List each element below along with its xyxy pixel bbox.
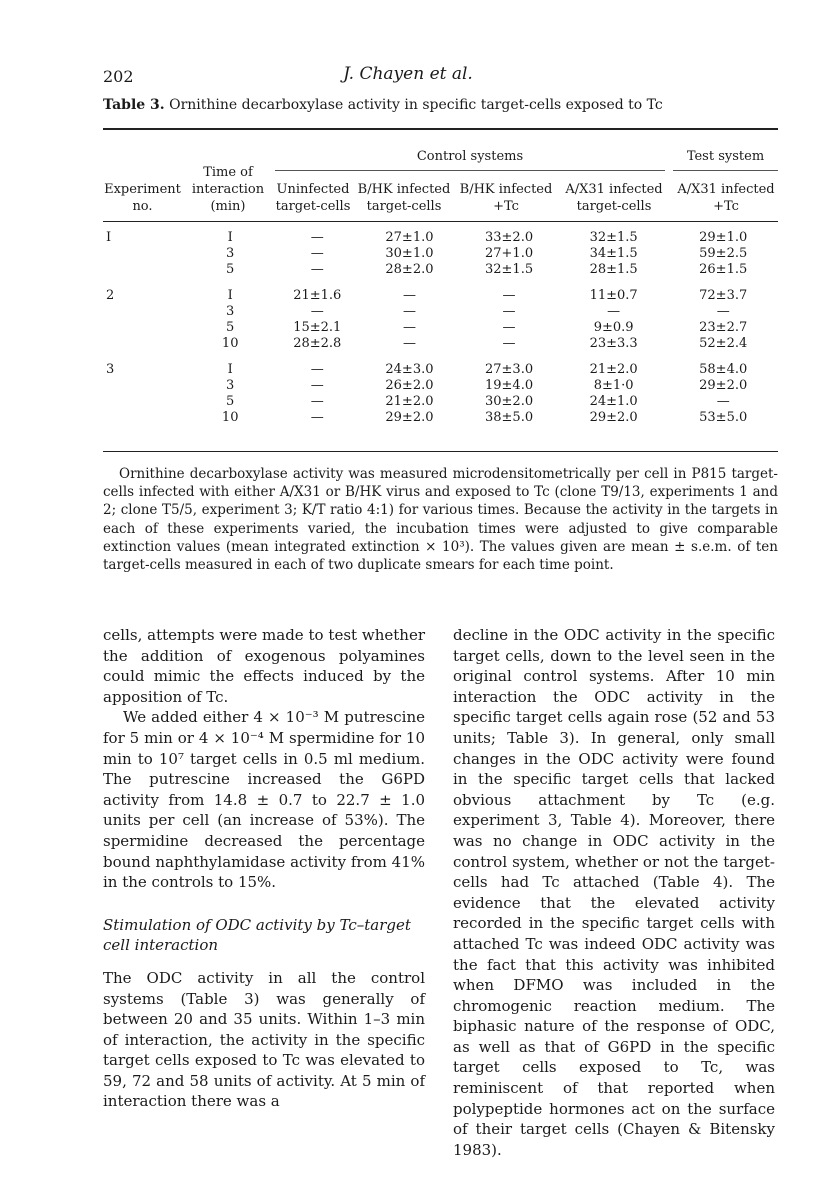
- table-cell: 27±1.0: [385, 230, 434, 245]
- table-cell: 15±2.1: [293, 320, 342, 335]
- table-cell: 5: [226, 262, 235, 277]
- table-cell: 10: [221, 410, 239, 425]
- col-header-uninfected: Uninfected target-cells: [275, 182, 351, 214]
- table-row: [103, 410, 778, 426]
- table-row: [103, 336, 778, 352]
- table-row: [103, 320, 778, 336]
- table-row: [103, 362, 778, 378]
- table-cell: I: [227, 362, 233, 377]
- table-cell: —: [310, 394, 324, 409]
- table-cell: —: [716, 304, 730, 319]
- table-cell: —: [402, 304, 416, 319]
- page-number: 202: [103, 67, 134, 86]
- table-cell: 21±2.0: [589, 362, 638, 377]
- col-header-ax31-tc: A/X31 infected +Tc: [677, 182, 775, 214]
- table-cell: 23±2.7: [699, 320, 748, 335]
- table-cell: —: [310, 246, 324, 261]
- table-cell: 24±1.0: [589, 394, 638, 409]
- table-cell: 30±1.0: [385, 246, 434, 261]
- table-cell: 5: [226, 394, 235, 409]
- table-cell: 32±1.5: [485, 262, 534, 277]
- table-cell: —: [310, 262, 324, 277]
- table-cell: I: [227, 288, 233, 303]
- table-cell: 3: [106, 362, 115, 377]
- table-cell: 26±2.0: [385, 378, 434, 393]
- table-cell: 19±4.0: [485, 378, 534, 393]
- control-group-rule: [275, 170, 665, 171]
- table-top-rule: [103, 128, 778, 130]
- table-caption-label: Table 3.: [103, 97, 165, 113]
- table-cell: —: [502, 304, 516, 319]
- table-footnote: Ornithine decarboxylase activity was measured microdensitometrically per cell in P815 target-cells infected with either A/X31 or B/HK virus and exposed to Tc (clone T9/13, experiments 1 and 2; clone T5/5, experiment 3; K/T ratio 4:1) for various times. Because the activity in the targets in each of these experiments varied, the incubation times were adjusted to give comparable extinction values (mean integrated extinction × 10³). The values given are mean ± s.e.m. of ten target-cells measured in each of two duplicate smears for each time point.: [103, 466, 778, 574]
- left-column: [103, 625, 425, 1112]
- table-row: [103, 230, 778, 246]
- group-header-control: Control systems: [416, 149, 524, 164]
- right-paragraph-1: decline in the ODC activity in the specific target cells, down to the level seen in the original control systems. After 10 min interaction the ODC activity in the specific target cells again rose (52 and 53 units; Table 3). In general, only small changes in the ODC activity were found in the specific target cells that lacked obvious attachment by Tc (e.g. experiment 3, Table 4). Moreover, there was no change in ODC activity in the control system, whether or not the target-cells had Tc attached (Table 4). The evidence that the elevated activity recorded in the specific target cells with attached Tc was indeed ODC activity was the fact that this activity was inhibited when DFMO was included in the chromogenic reaction medium. The biphasic nature of the response of ODC, as well as that of G6PD in the specific target cells exposed to Tc, was reminiscent of that reported when polypeptide hormones act on the surface of their target cells (Chayen & Bitensky 1983).: [453, 626, 775, 1159]
- table-row: [103, 288, 778, 304]
- table-cell: —: [402, 320, 416, 335]
- group-header-test: Test system: [686, 149, 765, 164]
- left-paragraph-1: cells, attempts were made to test whether the addition of exogenous polyamines could mimic the effects induced by the apposition of Tc.: [103, 626, 425, 706]
- table-cell: 3: [226, 378, 235, 393]
- table-cell: 21±1.6: [293, 288, 342, 303]
- table-cell: 59±2.5: [699, 246, 748, 261]
- col-header-experiment: Experiment no.: [104, 182, 181, 214]
- table-cell: 72±3.7: [699, 288, 748, 303]
- table-cell: 3: [226, 304, 235, 319]
- table-cell: 2: [106, 288, 115, 303]
- table-cell: 53±5.0: [699, 410, 748, 425]
- left-paragraph-3: The ODC activity in all the control systems (Table 3) was generally of between 20 and 35 units. Within 1–3 min of interaction, the activity in the specific target cells exposed to Tc was elevated to 59, 72 and 58 units of activity. At 5 min of interaction there was a: [103, 968, 425, 1111]
- table-cell: —: [310, 378, 324, 393]
- table-row: [103, 246, 778, 262]
- table-cell: I: [227, 230, 233, 245]
- table-cell: —: [402, 288, 416, 303]
- table-cell: 30±2.0: [485, 394, 534, 409]
- table-cell: 34±1.5: [589, 246, 638, 261]
- col-header-time: Time of interaction (min): [191, 165, 265, 214]
- table-cell: 28±1.5: [589, 262, 638, 277]
- table-cell: 32±1.5: [589, 230, 638, 245]
- section-subheading: Stimulation of ODC activity by Tc–target cell interaction: [103, 915, 411, 955]
- odc-table: [103, 230, 778, 426]
- table-cell: —: [716, 394, 730, 409]
- left-paragraph-2: We added either 4 × 10⁻³ M putrescine for 5 min or 4 × 10⁻⁴ M spermidine for 10 min to 10⁷ target cells in 0.5 ml medium. The putrescine increased the G6PD activity from 14.8 ± 0.7 to 22.7 ± 1.0 units per cell (an increase of 53%). The spermidine decreased the percentage bound naphthylamidase activity from 41% in the controls to 15%.: [103, 708, 425, 892]
- table-cell: 52±2.4: [699, 336, 748, 351]
- col-header-ax31: A/X31 infected target-cells: [565, 182, 663, 214]
- table-cell: —: [502, 336, 516, 351]
- table-cell: 29±2.0: [699, 378, 748, 393]
- table-cell: 26±1.5: [699, 262, 748, 277]
- table-row: [103, 304, 778, 320]
- table-cell: 28±2.8: [293, 336, 342, 351]
- table-row: [103, 378, 778, 394]
- table-cell: [103, 320, 185, 336]
- table-cell: 10: [221, 336, 239, 351]
- table-cell: —: [310, 410, 324, 425]
- table-cell: —: [310, 304, 324, 319]
- table-cell: 5: [226, 320, 235, 335]
- table-header-rule: [103, 221, 778, 222]
- table-cell: 28±2.0: [385, 262, 434, 277]
- table-cell: 58±4.0: [699, 362, 748, 377]
- table-cell: —: [310, 230, 324, 245]
- table-cell: 3: [226, 246, 235, 261]
- group-spacer: [103, 278, 778, 288]
- table-cell: [103, 246, 185, 262]
- table-cell: 29±1.0: [699, 230, 748, 245]
- table-bottom-rule: [103, 451, 778, 452]
- running-head: J. Chayen et al.: [343, 64, 473, 84]
- table-cell: [103, 304, 185, 320]
- table-cell: 29±2.0: [385, 410, 434, 425]
- table-row: [103, 262, 778, 278]
- table-cell: [103, 262, 185, 278]
- table-caption-text: Ornithine decarboxylase activity in specific target-cells exposed to Tc: [169, 97, 663, 113]
- table-caption: [103, 97, 663, 113]
- table-cell: 29±2.0: [589, 410, 638, 425]
- table-cell: —: [402, 336, 416, 351]
- right-column: [453, 625, 775, 1160]
- table-cell: 24±3.0: [385, 362, 434, 377]
- table-cell: —: [310, 362, 324, 377]
- table-cell: 9±0.9: [593, 320, 634, 335]
- table-cell: [103, 410, 185, 426]
- table-cell: 11±0.7: [589, 288, 638, 303]
- test-group-rule: [673, 170, 778, 171]
- table-cell: 33±2.0: [485, 230, 534, 245]
- table-cell: —: [502, 288, 516, 303]
- table-cell: —: [607, 304, 621, 319]
- table-cell: 27±3.0: [485, 362, 534, 377]
- table-cell: —: [502, 320, 516, 335]
- table-row: [103, 394, 778, 410]
- table-cell: [103, 336, 185, 352]
- table-cell: 21±2.0: [385, 394, 434, 409]
- table-cell: 38±5.0: [485, 410, 534, 425]
- group-spacer: [103, 352, 778, 362]
- table-cell: 27+1.0: [485, 246, 534, 261]
- col-header-bhk: B/HK infected target-cells: [357, 182, 451, 214]
- table-cell: [103, 378, 185, 394]
- table-cell: I: [106, 230, 112, 245]
- table-cell: 23±3.3: [589, 336, 638, 351]
- table-cell: 8±1·0: [593, 378, 634, 393]
- col-header-bhk-tc: B/HK infected +Tc: [459, 182, 553, 214]
- table-cell: [103, 394, 185, 410]
